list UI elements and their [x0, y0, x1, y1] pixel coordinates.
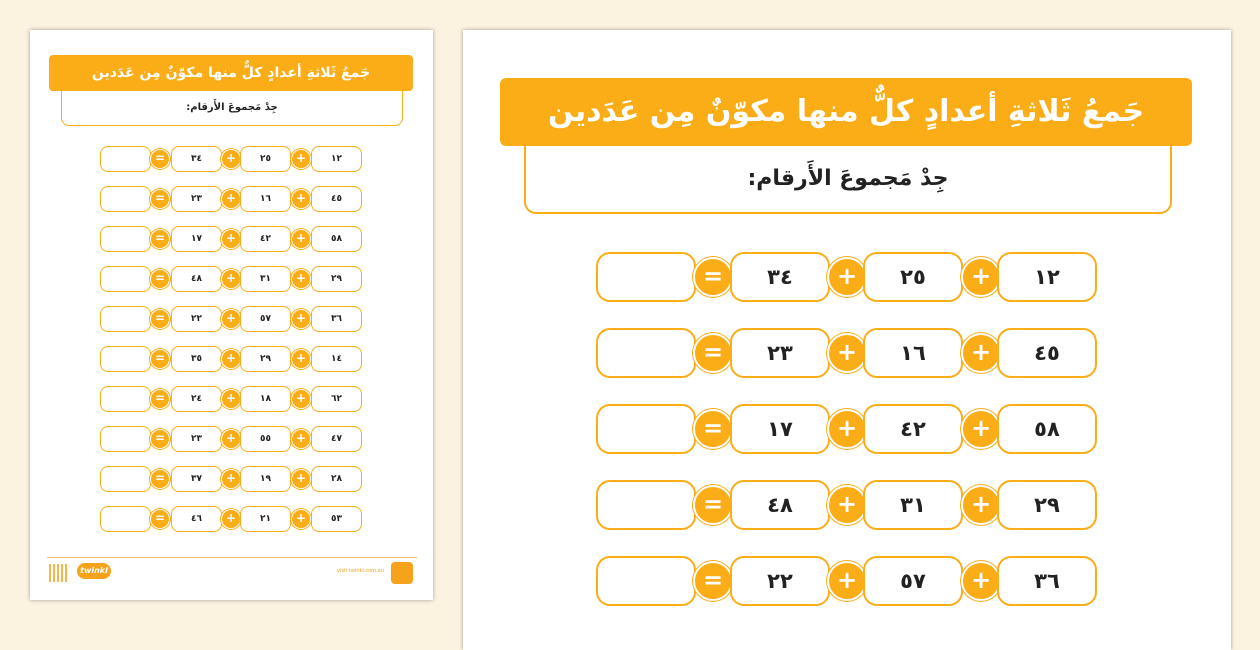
plus-icon: + — [291, 149, 311, 169]
addend-b: ٢٥ — [240, 146, 291, 172]
addend-a: ٢٨ — [311, 466, 362, 492]
plus-icon: + — [827, 257, 867, 297]
addend-c: ٢٣ — [171, 186, 222, 212]
plus-icon: + — [221, 389, 241, 409]
page-footer — [47, 557, 417, 588]
addend-b: ٥٧ — [240, 306, 291, 332]
addend-b: ٤٢ — [863, 404, 963, 454]
addend-c: ٢٣ — [730, 328, 830, 378]
equals-icon: = — [150, 389, 170, 409]
addend-b: ٥٧ — [863, 556, 963, 606]
addend-a: ٢٩ — [997, 480, 1097, 530]
addend-a: ٥٨ — [997, 404, 1097, 454]
plus-icon: + — [221, 509, 241, 529]
plus-icon: + — [291, 429, 311, 449]
addend-c: ٢٤ — [171, 386, 222, 412]
twinkl-badge-icon — [391, 562, 413, 584]
addend-a: ١٢ — [997, 252, 1097, 302]
addend-b: ١٦ — [240, 186, 291, 212]
twinkl-logo: twinkl — [77, 563, 111, 579]
plus-icon: + — [221, 429, 241, 449]
worksheet-zoomed — [463, 30, 1231, 650]
equals-icon: = — [693, 257, 733, 297]
plus-icon: + — [961, 561, 1001, 601]
addend-a: ٤٥ — [997, 328, 1097, 378]
addend-c: ٣٤ — [730, 252, 830, 302]
plus-icon: + — [221, 469, 241, 489]
worksheet-thumbnail — [30, 30, 433, 600]
addend-c: ٣٧ — [171, 466, 222, 492]
answer-box[interactable] — [100, 426, 151, 452]
addend-b: ٤٢ — [240, 226, 291, 252]
equals-icon: = — [693, 333, 733, 373]
equals-icon: = — [150, 149, 170, 169]
addend-a: ١٢ — [311, 146, 362, 172]
worksheet-title: جَمعُ ثَلاثةِ أعدادٍ كلٌّ منها مكوّنٌ مِن عَدَدين — [500, 78, 1192, 146]
plus-icon: + — [221, 349, 241, 369]
addend-c: ١٧ — [171, 226, 222, 252]
footer-url: visit twinkl.com.au — [337, 568, 384, 574]
addend-a: ٢٩ — [311, 266, 362, 292]
plus-icon: + — [827, 409, 867, 449]
equals-icon: = — [150, 509, 170, 529]
addend-c: ٢٣ — [171, 426, 222, 452]
equals-icon: = — [150, 429, 170, 449]
equals-icon: = — [150, 189, 170, 209]
answer-box[interactable] — [596, 556, 696, 606]
plus-icon: + — [291, 509, 311, 529]
equals-icon: = — [150, 229, 170, 249]
answer-box[interactable] — [100, 466, 151, 492]
addend-b: ٣١ — [863, 480, 963, 530]
addend-c: ٤٦ — [171, 506, 222, 532]
equals-icon: = — [150, 469, 170, 489]
addend-a: ٥٨ — [311, 226, 362, 252]
answer-box[interactable] — [596, 328, 696, 378]
answer-box[interactable] — [596, 404, 696, 454]
plus-icon: + — [291, 389, 311, 409]
answer-box[interactable] — [596, 480, 696, 530]
plus-icon: + — [221, 189, 241, 209]
addend-b: ١٩ — [240, 466, 291, 492]
addend-a: ٣٦ — [311, 306, 362, 332]
plus-icon: + — [827, 485, 867, 525]
answer-box[interactable] — [596, 252, 696, 302]
addend-a: ٤٥ — [311, 186, 362, 212]
instruction-box: جِدْ مَجموعَ الأَرقام: — [524, 146, 1172, 214]
answer-box[interactable] — [100, 506, 151, 532]
addend-b: ٢٩ — [240, 346, 291, 372]
equals-icon: = — [693, 409, 733, 449]
plus-icon: + — [961, 409, 1001, 449]
addend-c: ١٧ — [730, 404, 830, 454]
plus-icon: + — [221, 269, 241, 289]
addend-b: ٢١ — [240, 506, 291, 532]
plus-icon: + — [291, 469, 311, 489]
addend-b: ١٦ — [863, 328, 963, 378]
equals-icon: = — [693, 561, 733, 601]
plus-icon: + — [221, 309, 241, 329]
plus-icon: + — [827, 333, 867, 373]
addend-b: ٣١ — [240, 266, 291, 292]
answer-box[interactable] — [100, 226, 151, 252]
answer-box[interactable] — [100, 306, 151, 332]
addend-a: ٥٣ — [311, 506, 362, 532]
answer-box[interactable] — [100, 146, 151, 172]
addend-b: ٢٥ — [863, 252, 963, 302]
addend-c: ٣٤ — [171, 146, 222, 172]
addend-b: ٥٥ — [240, 426, 291, 452]
answer-box[interactable] — [100, 386, 151, 412]
equals-icon: = — [150, 349, 170, 369]
addend-a: ٣٦ — [997, 556, 1097, 606]
addend-a: ٦٢ — [311, 386, 362, 412]
plus-icon: + — [221, 149, 241, 169]
equals-icon: = — [150, 269, 170, 289]
plus-icon: + — [291, 269, 311, 289]
plus-icon: + — [291, 189, 311, 209]
answer-box[interactable] — [100, 266, 151, 292]
qr-code-icon — [49, 564, 67, 582]
plus-icon: + — [291, 229, 311, 249]
plus-icon: + — [827, 561, 867, 601]
addend-a: ٤٧ — [311, 426, 362, 452]
equals-icon: = — [693, 485, 733, 525]
plus-icon: + — [291, 309, 311, 329]
addend-c: ٤٨ — [730, 480, 830, 530]
plus-icon: + — [221, 229, 241, 249]
plus-icon: + — [961, 485, 1001, 525]
addend-a: ١٤ — [311, 346, 362, 372]
answer-box[interactable] — [100, 346, 151, 372]
plus-icon: + — [291, 349, 311, 369]
plus-icon: + — [961, 333, 1001, 373]
answer-box[interactable] — [100, 186, 151, 212]
worksheet-title: جَمعُ ثَلاثةِ أعدادٍ كلٌّ منها مكوّنٌ مِن عَدَدين — [49, 55, 413, 91]
instruction-box: جِدْ مَجموعَ الأَرقام: — [61, 91, 403, 126]
addend-c: ٣٥ — [171, 346, 222, 372]
addend-b: ١٨ — [240, 386, 291, 412]
addend-c: ٢٢ — [730, 556, 830, 606]
addend-c: ٢٢ — [171, 306, 222, 332]
plus-icon: + — [961, 257, 1001, 297]
addend-c: ٤٨ — [171, 266, 222, 292]
equals-icon: = — [150, 309, 170, 329]
